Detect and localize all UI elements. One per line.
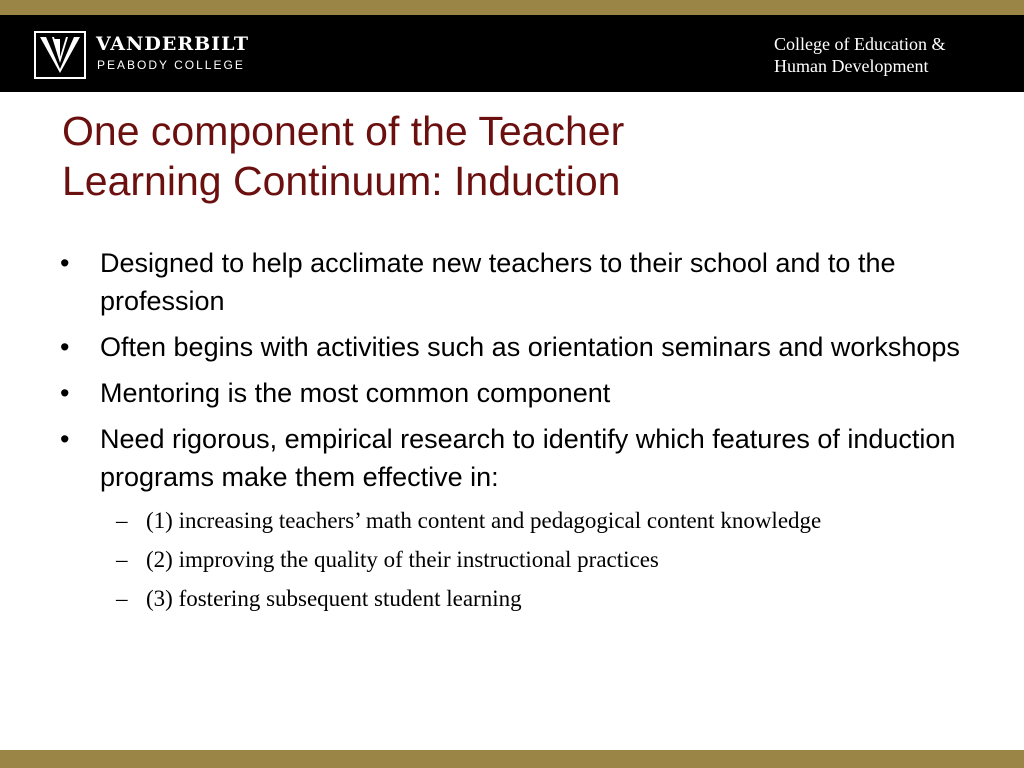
- sub-bullet-text: (1) increasing teachers’ math content and pedagogical content knowledge: [146, 508, 822, 533]
- brand-subtitle: PEABODY COLLEGE: [97, 58, 245, 72]
- bullet-item: [0, 420, 960, 496]
- bullet-marker: •: [60, 378, 70, 408]
- bullet-list: [0, 244, 1024, 496]
- bullet-marker: •: [60, 424, 70, 454]
- header-bar: [0, 15, 1024, 92]
- sub-bullet-marker: –: [116, 547, 128, 572]
- sub-bullet-marker: –: [116, 586, 128, 611]
- slide-content: [0, 244, 1024, 621]
- college-name-line2: Human Development: [774, 56, 929, 76]
- bullet-item: [0, 374, 960, 412]
- slide-title-line1: One component of the Teacher: [62, 108, 625, 154]
- vanderbilt-v-shield-icon: [34, 31, 86, 79]
- bullet-text: Designed to help acclimate new teachers to their school and to the profession: [100, 248, 896, 316]
- college-name-line1: College of Education &: [774, 34, 946, 54]
- sub-bullet-item: [0, 504, 966, 537]
- sub-bullet-text: (2) improving the quality of their instructional practices: [146, 547, 659, 572]
- sub-bullet-item: [0, 543, 966, 576]
- sub-bullet-text: (3) fostering subsequent student learning: [146, 586, 522, 611]
- top-gold-band: [0, 0, 1024, 15]
- slide-title-line2: Learning Continuum: Induction: [62, 158, 621, 204]
- bullet-item: [0, 244, 960, 320]
- bullet-item: [0, 328, 960, 366]
- brand-name: VANDERBILT: [96, 33, 250, 55]
- bullet-text: Mentoring is the most common component: [100, 378, 611, 408]
- college-name: [774, 33, 994, 77]
- slide-title: [62, 106, 962, 206]
- sub-bullet-item: [0, 582, 966, 615]
- sub-bullet-list: [0, 504, 1024, 615]
- bullet-marker: •: [60, 248, 70, 278]
- bottom-gold-band: [0, 750, 1024, 768]
- sub-bullet-marker: –: [116, 508, 128, 533]
- bullet-marker: •: [60, 332, 70, 362]
- bullet-text: Need rigorous, empirical research to identify which features of induction programs make them effective in:: [100, 424, 956, 492]
- bullet-text: Often begins with activities such as orientation seminars and workshops: [100, 332, 960, 362]
